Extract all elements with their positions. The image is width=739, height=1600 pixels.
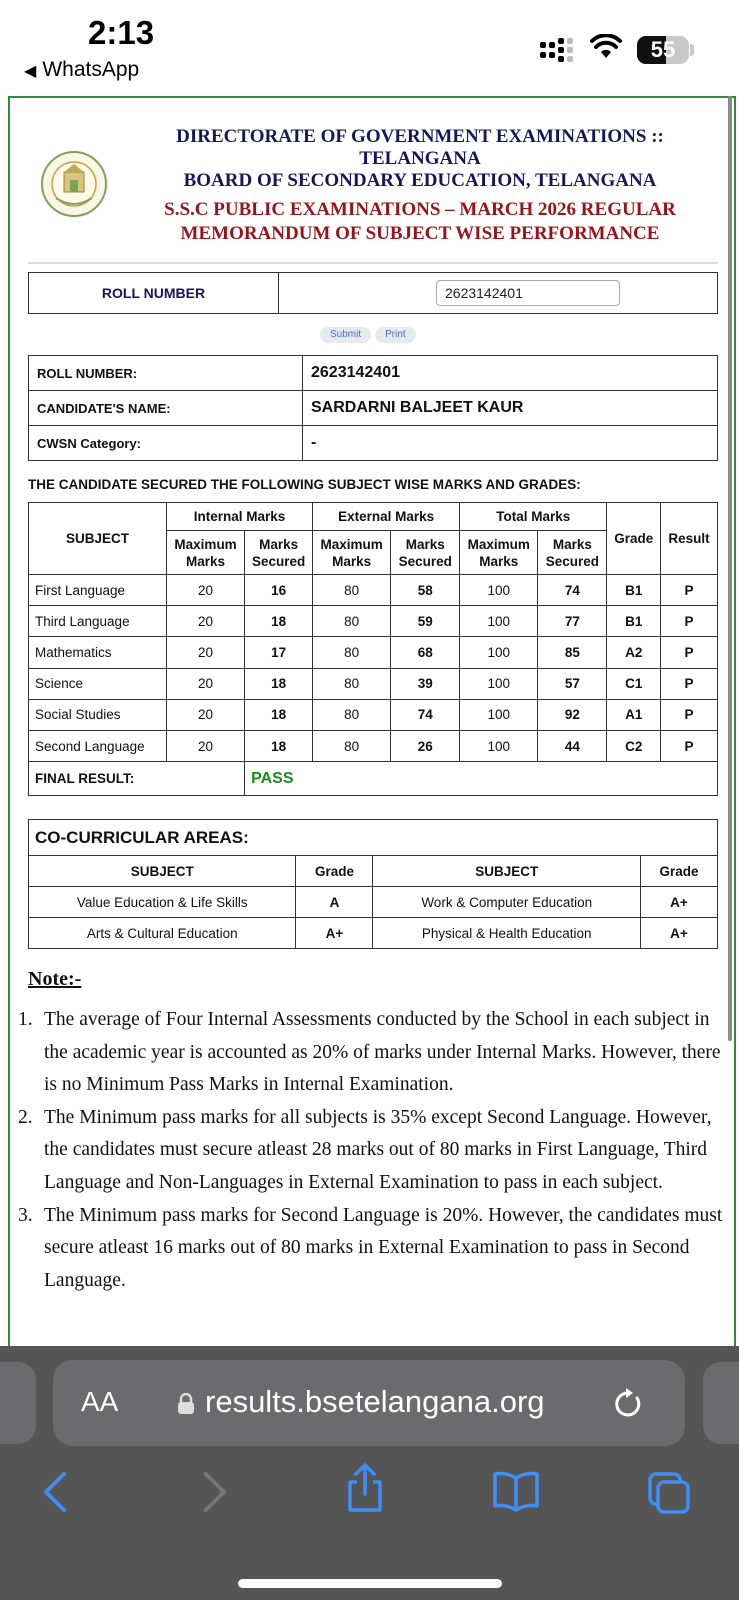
table-row [29, 730, 718, 761]
internal-secured: 18 [245, 699, 313, 730]
external-max: 80 [313, 606, 391, 637]
external-secured: 39 [391, 668, 460, 699]
total-secured: 92 [538, 699, 607, 730]
cca-subject-header: SUBJECT [29, 856, 296, 887]
header-line-5: MEMORANDUM OF SUBJECT WISE PERFORMANCE [180, 223, 660, 244]
external-secured: 59 [391, 606, 460, 637]
header-line-3: BOARD OF SECONDARY EDUCATION, TELANGANA [183, 170, 657, 191]
cca-grade-header: Grade [296, 856, 373, 887]
note-item: 3. The Minimum pass marks for Second Language is 20%. However, the candidates must secure atleast 16 marks out of 80 marks in External Examination to pass in Second Language. [18, 1204, 723, 1291]
marks-intro: THE CANDIDATE SECURED THE FOLLOWING SUBJECT WISE MARKS AND GRADES: [28, 477, 581, 492]
battery-percent: 55 [650, 37, 676, 62]
total-secured-header: Marks Secured [538, 531, 607, 575]
internal-secured: 18 [245, 606, 313, 637]
reload-icon[interactable] [613, 1386, 643, 1420]
internal-max-header: Maximum Marks [167, 531, 245, 575]
subject-name: Science [29, 668, 167, 699]
cca-subject: Work & Computer Education [373, 887, 640, 918]
roll-number-label: ROLL NUMBER [29, 273, 279, 314]
address-bar[interactable] [53, 1360, 685, 1446]
roll-search-form [28, 272, 718, 314]
browser-nav [0, 1470, 739, 1530]
subject-name: First Language [29, 575, 167, 606]
grade: A2 [607, 637, 661, 668]
submit-button[interactable]: Submit [320, 327, 371, 343]
external-max: 80 [313, 730, 391, 761]
external-secured: 68 [391, 637, 460, 668]
final-result-label: FINAL RESULT: [29, 762, 245, 796]
grade: B1 [607, 606, 661, 637]
share-icon[interactable] [345, 1462, 385, 1514]
cca-subject-header: SUBJECT [373, 856, 640, 887]
internal-max: 20 [167, 699, 245, 730]
subject-header: SUBJECT [29, 503, 167, 575]
co-curricular-title: CO-CURRICULAR AREAS: [29, 820, 718, 856]
header-line-4: S.S.C PUBLIC EXAMINATIONS – MARCH 2026 REGULAR [164, 199, 676, 220]
external-max: 80 [313, 699, 391, 730]
subject-name: Mathematics [29, 637, 167, 668]
status-bar [0, 0, 739, 92]
telangana-seal-logo [40, 150, 108, 218]
final-result-row [29, 762, 718, 796]
note-title: Note:- [28, 968, 82, 990]
internal-header: Internal Marks [167, 503, 313, 531]
header-line-2: TELANGANA [359, 148, 481, 169]
total-secured: 74 [538, 575, 607, 606]
total-max: 100 [460, 637, 538, 668]
final-result-value: PASS [245, 762, 718, 796]
clock: 2:13 [88, 14, 155, 51]
notes-list [18, 1004, 723, 1297]
result: P [661, 699, 718, 730]
result: P [661, 575, 718, 606]
wifi-icon [590, 34, 622, 60]
header-divider [28, 262, 718, 264]
roll-number-input[interactable]: 2623142401 [436, 280, 620, 306]
table-row [29, 637, 718, 668]
grade: C1 [607, 668, 661, 699]
cca-subject: Value Education & Life Skills [29, 887, 296, 918]
cca-grade: A+ [640, 887, 717, 918]
back-app-label: WhatsApp [42, 58, 140, 81]
cca-grade: A+ [640, 918, 717, 949]
tabs-icon[interactable] [646, 1470, 692, 1516]
browser-toolbar [0, 1346, 739, 1600]
external-header: External Marks [313, 503, 460, 531]
table-row [29, 668, 718, 699]
cca-subject: Arts & Cultural Education [29, 918, 296, 949]
internal-secured: 17 [245, 637, 313, 668]
internal-max: 20 [167, 575, 245, 606]
roll-value: 2623142401 [303, 356, 718, 391]
cwsn-label: CWSN Category: [29, 426, 303, 461]
internal-secured: 18 [245, 730, 313, 761]
external-secured: 58 [391, 575, 460, 606]
internal-secured: 18 [245, 668, 313, 699]
internal-max: 20 [167, 606, 245, 637]
grade: A1 [607, 699, 661, 730]
co-curricular-table [28, 819, 718, 949]
cca-grade: A+ [296, 918, 373, 949]
external-secured: 26 [391, 730, 460, 761]
print-button[interactable]: Print [375, 327, 416, 343]
total-secured: 85 [538, 637, 607, 668]
external-max: 80 [313, 575, 391, 606]
cca-grade: A [296, 887, 373, 918]
table-row [29, 426, 718, 461]
result: P [661, 730, 718, 761]
back-arrow-icon[interactable] [40, 1470, 70, 1514]
scroll-indicator[interactable] [728, 96, 732, 1041]
table-row [29, 699, 718, 730]
total-max: 100 [460, 699, 538, 730]
total-max-header: Maximum Marks [460, 531, 538, 575]
total-secured: 77 [538, 606, 607, 637]
results-page [8, 96, 736, 1346]
total-max: 100 [460, 730, 538, 761]
note-item: 2. The Minimum pass marks for all subjects is 35% except Second Language. However, the candidates must secure atleast 28 marks out of 80 marks in First Language, Third Language and Non-Languages in External Examination to pass in each subject. [18, 1106, 712, 1193]
internal-secured-header: Marks Secured [245, 531, 313, 575]
form-buttons [320, 324, 420, 343]
internal-max: 20 [167, 730, 245, 761]
bookmarks-icon[interactable] [492, 1470, 540, 1512]
external-secured: 74 [391, 699, 460, 730]
cca-subject: Physical & Health Education [373, 918, 640, 949]
table-row [29, 918, 718, 949]
header-line-1: DIRECTORATE OF GOVERNMENT EXAMINATIONS :: [176, 126, 664, 147]
result-header: Result [661, 503, 718, 575]
roll-label: ROLL NUMBER: [29, 356, 303, 391]
result: P [661, 606, 718, 637]
subject-name: Third Language [29, 606, 167, 637]
external-max-header: Maximum Marks [313, 531, 391, 575]
table-row [29, 887, 718, 918]
cwsn-value: - [303, 426, 718, 461]
external-max: 80 [313, 637, 391, 668]
name-value: SARDARNI BALJEET KAUR [303, 391, 718, 426]
lock-icon [177, 1393, 195, 1415]
subject-name: Social Studies [29, 699, 167, 730]
back-triangle-icon: ◀ [24, 63, 37, 80]
name-label: CANDIDATE'S NAME: [29, 391, 303, 426]
internal-max: 20 [167, 637, 245, 668]
grade: B1 [607, 575, 661, 606]
internal-secured: 16 [245, 575, 313, 606]
total-secured: 57 [538, 668, 607, 699]
previous-tab-peek[interactable] [0, 1362, 36, 1444]
table-row [29, 575, 718, 606]
subject-name: Second Language [29, 730, 167, 761]
battery-icon [637, 36, 689, 64]
url-text[interactable]: results.bsetelangana.org [205, 1384, 545, 1419]
table-row [29, 606, 718, 637]
total-max: 100 [460, 606, 538, 637]
table-row [29, 391, 718, 426]
table-row [29, 356, 718, 391]
battery-nub [690, 44, 694, 56]
internal-max: 20 [167, 668, 245, 699]
candidate-info-table [28, 355, 718, 461]
note-item: 1. The average of Four Internal Assessments conducted by the School in each subject in the academic year is accounted as 20% of marks under Internal Marks. However, there is no Minimum Pass Marks in Internal Examination. [18, 1009, 721, 1096]
total-max: 100 [460, 575, 538, 606]
total-header: Total Marks [460, 503, 607, 531]
forward-arrow-icon[interactable] [200, 1470, 230, 1514]
grade-header: Grade [607, 503, 661, 575]
home-indicator[interactable] [238, 1579, 502, 1588]
page-header [10, 126, 736, 266]
result: P [661, 637, 718, 668]
total-max: 100 [460, 668, 538, 699]
external-secured-header: Marks Secured [391, 531, 460, 575]
cellular-signal-icon [540, 38, 580, 62]
page-settings-button[interactable]: AA [81, 1386, 119, 1417]
marks-table [28, 502, 718, 796]
external-max: 80 [313, 668, 391, 699]
back-to-app-link[interactable] [24, 58, 139, 82]
next-tab-peek[interactable] [703, 1362, 739, 1444]
result: P [661, 668, 718, 699]
grade: C2 [607, 730, 661, 761]
cca-grade-header: Grade [640, 856, 717, 887]
total-secured: 44 [538, 730, 607, 761]
